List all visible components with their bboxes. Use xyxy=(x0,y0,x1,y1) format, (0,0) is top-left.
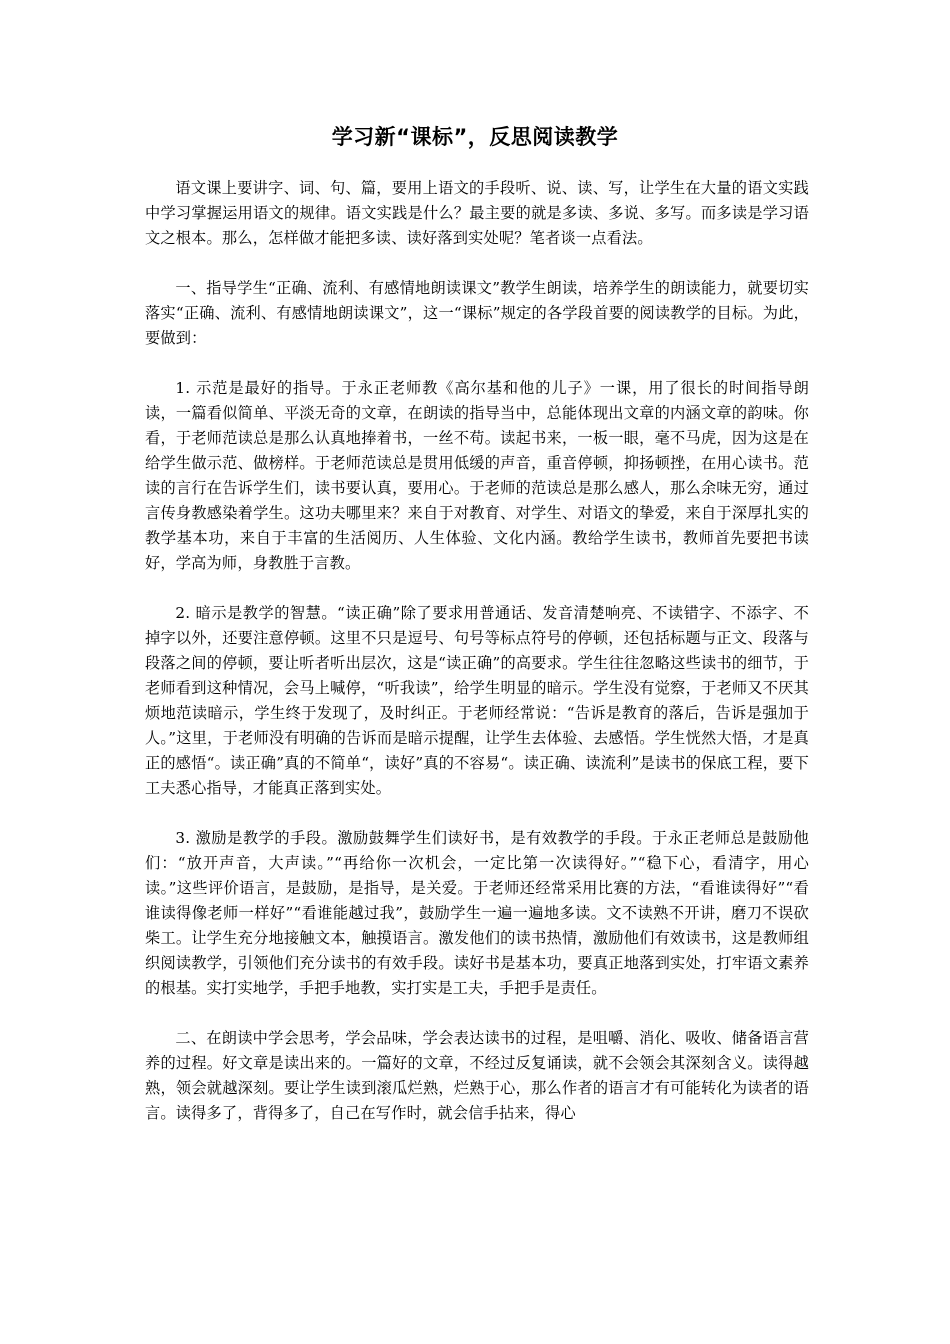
paragraph-intro: 语文课上要讲字、词、句、篇，要用上语文的手段听、说、读、写，让学生在大量的语文实践中学习掌握运用语文的规律。语文实践是什么？最主要的就是多读、多说、多写。而多读是学习语文之根本。那么，怎样做才能把多读、读好落到实处呢？笔者谈一点看法。 xyxy=(145,179,809,247)
paragraph-point-1: 1. 示范是最好的指导。于永正老师教《高尔基和他的儿子》一课，用了很长的时间指导朗读，一篇看似简单、平淡无奇的文章，在朗读的指导当中，总能体现出文章的内涵文章的韵味。你看，于老师范读总是那么认真地捧着书，一丝不苟。读起书来，一板一眼，毫不马虎，因为这是在给学生做示范、做榜样。于老师范读总是贯用低缓的声音，重音停顿，抑扬顿挫，在用心读书。范读的言行在告诉学生们，读书要认真，要用心。于老师的范读总是那么感人，那么余味无穷，通过言传身教感染着学生。这功夫哪里来？来自于对教育、对学生、对语文的挚爱，来自于深厚扎实的教学基本功，来自于丰富的生活阅历、人生体验、文化内涵。教给学生读书，教师首先要把书读好，学高为师，身教胜于言教。 xyxy=(145,379,809,572)
paragraph-point-3: 3. 激励是教学的手段。激励鼓舞学生们读好书，是有效教学的手段。于永正老师总是鼓励他们：“放开声音，大声读。”“再给你一次机会，一定比第一次读得好。”“稳下心，看清字，用心读。”这些评价语言，是鼓励，是指导，是关爱。于老师还经常采用比赛的方法，“看谁读得好”“看谁读得像老师一样好”“看谁能越过我”，鼓励学生一遍一遍地多读。文不读熟不开讲，磨刀不误砍柴工。让学生充分地接触文本，触摸语言。激发他们的读书热情，激励他们有效读书，这是教师组织阅读教学，引领他们充分读书的有效手段。读好书是基本功，要真正地落到实处，打牢语文素养的根基。实打实地学，手把手地教，实打实是工夫，手把手是责任。 xyxy=(145,829,809,997)
document-title: 学习新“课标”，反思阅读教学 xyxy=(331,125,619,149)
paragraph-point-2: 2. 暗示是教学的智慧。“读正确”除了要求用普通话、发音清楚响亮、不读错字、不添字、不掉字以外，还要注意停顿。这里不只是逗号、句号等标点符号的停顿，还包括标题与正文、段落与段落之间的停顿，要让听者听出层次，这是“读正确”的高要求。学生往往忽略这些读书的细节，于老师看到这种情况，会马上喊停，“听我读”，给学生明显的暗示。学生没有觉察，于老师又不厌其烦地范读暗示，学生终于发现了，及时纠正。于老师经常说：“告诉是教育的落后，告诉是强加于人。”这里，于老师没有明确的告诉而是暗示提醒，让学生去体验、去感悟。学生恍然大悟，才是真正的感悟“。读正确”真的不简单“，读好”真的不容易“。读正确、读流利”是读书的保底工程，要下工夫悉心指导，才能真正落到实处。 xyxy=(145,604,809,797)
paragraph-section-2: 二、在朗读中学会思考，学会品味，学会表达读书的过程，是咀嚼、消化、吸收、储备语言营养的过程。好文章是读出来的。一篇好的文章，不经过反复诵读，就不会领会其深刻含义。读得越熟，领会就越深刻。要让学生读到滚瓜烂熟，烂熟于心，那么作者的语言才有可能转化为读者的语言。读得多了，背得多了，自己在写作时，就会信手拈来，得心 xyxy=(145,1029,809,1122)
paragraph-section-1: 一、指导学生“正确、流利、有感情地朗读课文”教学生朗读，培养学生的朗读能力，就要切实落实“正确、流利、有感情地朗读课文”，这一“课标”规定的各学段首要的阅读教学的目标。为此，要做到： xyxy=(145,279,809,347)
document-body xyxy=(145,176,809,1126)
